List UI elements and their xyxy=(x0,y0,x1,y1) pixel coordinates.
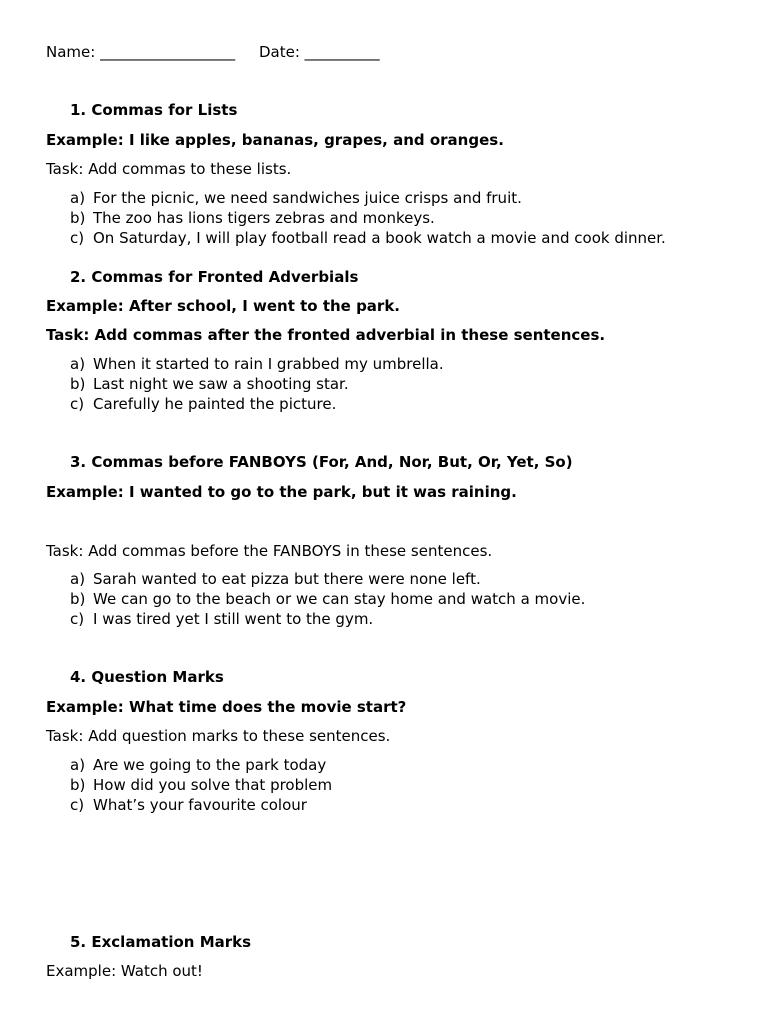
item-text: I was tired yet I still went to the gym. xyxy=(93,610,374,628)
item-text: Are we going to the park today xyxy=(93,756,327,774)
item-text: Carefully he painted the picture. xyxy=(93,395,337,413)
item-label: b) xyxy=(70,209,86,227)
section-3-task: Task: Add commas before the FANBOYS in these sentences. xyxy=(46,542,493,560)
section-4-example: Example: What time does the movie start? xyxy=(46,698,407,716)
section-2-title: 2. Commas for Fronted Adverbials xyxy=(70,268,359,286)
item-text: What’s your favourite colour xyxy=(93,796,307,814)
section-2-task: Task: Add commas after the fronted adverbial in these sentences. xyxy=(46,326,606,344)
item-label: c) xyxy=(70,796,85,814)
item-text: For the picnic, we need sandwiches juice crisps and fruit. xyxy=(93,189,522,207)
item-label: b) xyxy=(70,776,86,794)
item-label: a) xyxy=(70,189,86,207)
section-4-task: Task: Add question marks to these sentences. xyxy=(46,727,391,745)
item-label: b) xyxy=(70,590,86,608)
item-text: Last night we saw a shooting star. xyxy=(93,375,349,393)
section-1-task: Task: Add commas to these lists. xyxy=(46,160,292,178)
section-1-title: 1. Commas for Lists xyxy=(70,101,238,119)
section-3-example: Example: I wanted to go to the park, but it was raining. xyxy=(46,483,517,501)
item-text: How did you solve that problem xyxy=(93,776,333,794)
item-text: Sarah wanted to eat pizza but there were none left. xyxy=(93,570,481,588)
item-label: c) xyxy=(70,610,85,628)
section-5-example: Example: Watch out! xyxy=(46,962,203,980)
item-text: The zoo has lions tigers zebras and monkeys. xyxy=(93,209,435,227)
item-label: a) xyxy=(70,570,86,588)
item-label: a) xyxy=(70,355,86,373)
section-1-example: Example: I like apples, bananas, grapes, and oranges. xyxy=(46,131,504,149)
date-field: Date: __________ xyxy=(259,43,380,61)
item-text: When it started to rain I grabbed my umbrella. xyxy=(93,355,444,373)
section-3-title: 3. Commas before FANBOYS (For, And, Nor, But, Or, Yet, So) xyxy=(70,453,573,471)
item-label: b) xyxy=(70,375,86,393)
item-label: c) xyxy=(70,395,85,413)
item-label: a) xyxy=(70,756,86,774)
item-text: We can go to the beach or we can stay home and watch a movie. xyxy=(93,590,586,608)
section-2-example: Example: After school, I went to the park. xyxy=(46,297,400,315)
item-label: c) xyxy=(70,229,85,247)
section-4-title: 4. Question Marks xyxy=(70,668,224,686)
name-field: Name: __________________ xyxy=(46,43,236,61)
item-text: On Saturday, I will play football read a book watch a movie and cook dinner. xyxy=(93,229,666,247)
section-5-title: 5. Exclamation Marks xyxy=(70,933,252,951)
